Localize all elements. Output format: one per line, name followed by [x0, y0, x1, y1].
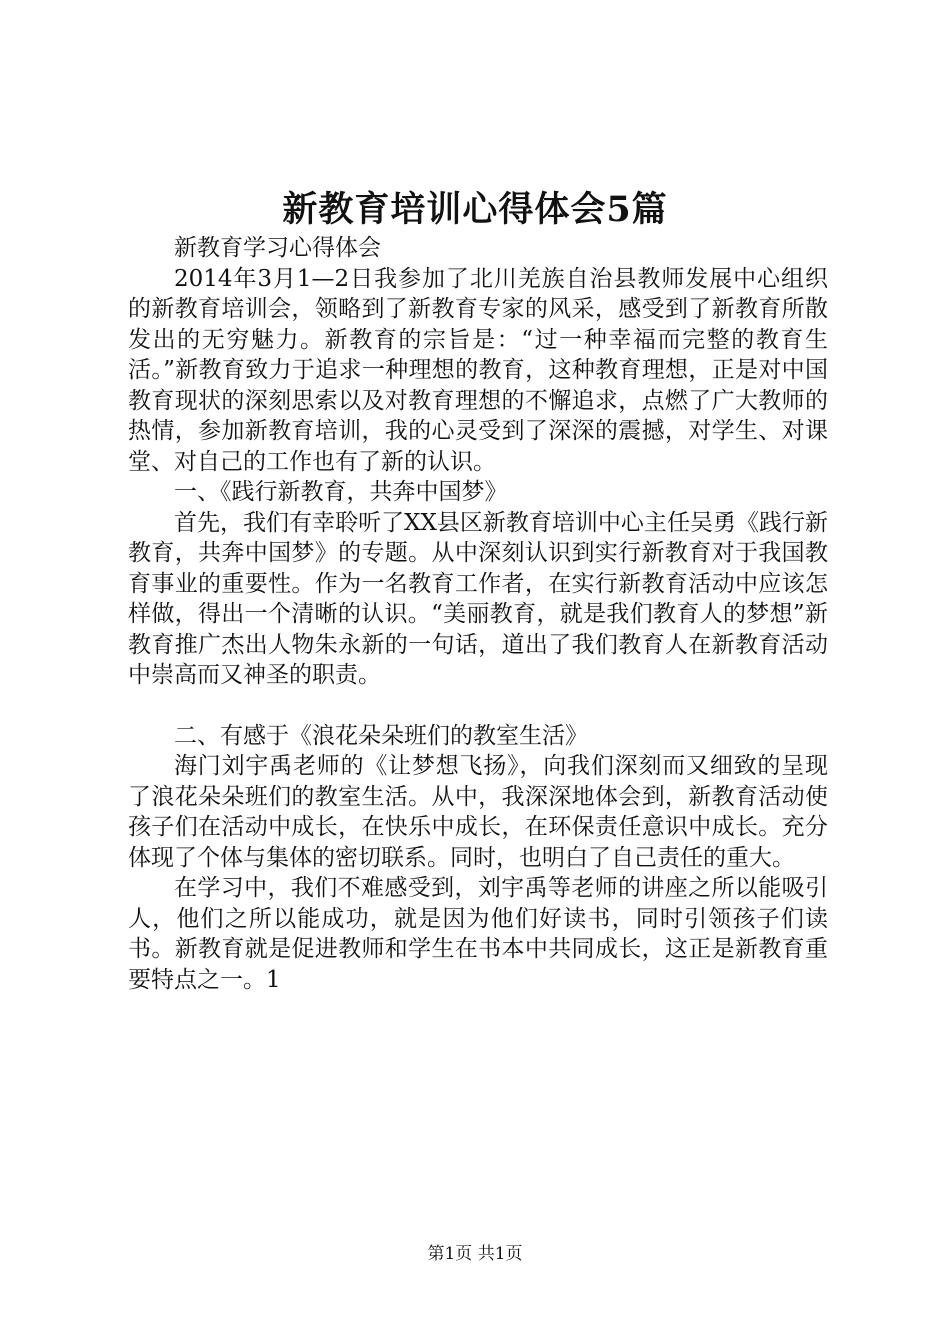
- page-footer: 第1页 共1页: [427, 1244, 523, 1264]
- section-heading-two: 二、有感于《浪花朵朵班们的教室生活》: [174, 722, 588, 749]
- document-title: 新教育培训心得体会5篇: [282, 189, 668, 230]
- paragraph-three: 在学习中，我们不难感受到，刘宇禹等老师的讲座之所以能吸引人，他们之所以能成功，就是因为他们好读书，同时引领孩子们读书。新教育就是促进教师和学生在书本中共同成长，这正是新教育重要特点之一。1: [128, 875, 828, 993]
- paragraph-two: 海门刘宇禹老师的《让梦想飞扬》，向我们深刻而又细致的呈现了浪花朵朵班们的教室生活。从中，我深深地体会到，新教育活动使孩子们在活动中成长，在快乐中成长，在环保责任意识中成长。充分体现了个体与集体的密切联系。同时，也明白了自己责任的重大。: [128, 753, 828, 871]
- section-heading-intro: 新教育学习心得体会: [174, 235, 381, 261]
- paragraph-intro: 2014年3月1—2日我参加了北川羌族自治县教师发展中心组织的新教育培训会，领略到了新教育专家的风采，感受到了新教育所散发出的无穷魅力。新教育的宗旨是：“过一种幸福而完整的教育生活。”新教育致力于追求一种理想的教育，这种教育理想，正是对中国教育现状的深刻思索以及对教育理想的不懈追求，点燃了广大教师的热情，参加新教育培训，我的心灵受到了深深的震撼，对学生、对课堂、对自己的工作也有了新的认识。: [128, 265, 828, 475]
- paragraph-spacer: [128, 691, 828, 721]
- document-body: [128, 233, 828, 995]
- paragraph-one: 首先，我们有幸聆听了XX县区新教育培训中心主任吴勇《践行新教育，共奔中国梦》的专题。从中深刻认识到实行新教育对于我国教育事业的重要性。作为一名教育工作者，在实行新教育活动中应该怎样做，得出一个清晰的认识。“美丽教育，就是我们教育人的梦想”新教育推广杰出人物朱永新的一句话，道出了我们教育人在新教育活动中崇高而又神圣的职责。: [128, 509, 828, 688]
- section-heading-one: 一、《践行新教育，共奔中国梦》: [174, 479, 508, 505]
